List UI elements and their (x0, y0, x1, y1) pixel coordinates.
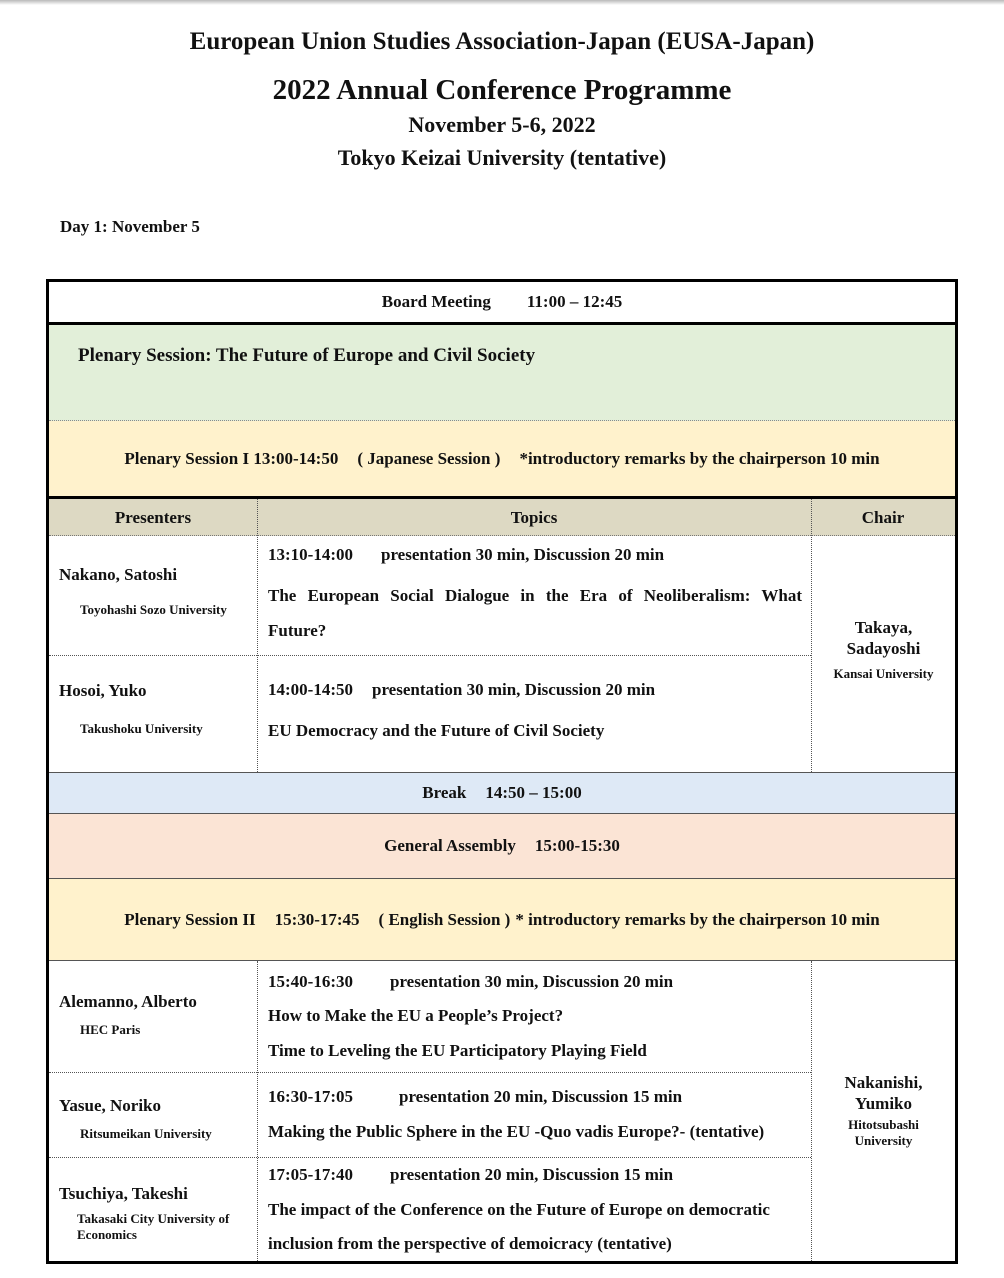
session-time: 13:10-14:00 (268, 545, 353, 564)
session-2-time: 15:30-17:45 (274, 909, 360, 929)
break-label: Break (422, 783, 467, 802)
board-meeting-row (49, 282, 955, 325)
session-1-chair (812, 617, 955, 682)
presenter-institution: Takushoku University (80, 721, 203, 736)
topic-title: Making the Public Sphere in the EU -Quo vadis Europe?- (tentative) (268, 1122, 765, 1141)
session-format: presentation 30 min, Discussion 20 min (380, 545, 665, 564)
session-time-format (268, 680, 655, 700)
board-meeting-time: 11:00 – 12:45 (526, 292, 623, 311)
general-assembly-label: General Assembly (384, 836, 516, 855)
board-meeting-label: Board Meeting (381, 292, 491, 311)
topic-title: inclusion from the perspective of demoicracy (tentative) (268, 1234, 672, 1253)
programme-table (46, 279, 958, 1264)
chair-name: Sadayoshi (846, 639, 921, 658)
topic-title: How to Make the EU a People’s Project? (268, 1006, 564, 1025)
chair-name: Takaya, (854, 618, 913, 637)
organization-title: European Union Studies Association-Japan (EUSA-Japan) (189, 28, 815, 55)
topic-title: The European Social Dialogue in the Era of Neoliberalism: What (268, 586, 802, 605)
conference-venue: Tokyo Keizai University (tentative) (337, 145, 667, 170)
presenter-institution: Ritsumeikan University (80, 1126, 212, 1141)
presenter-name: Nakano, Satoshi (59, 565, 178, 584)
plenary-theme-row (49, 325, 955, 421)
session-1-note: *introductory remarks by the chairperson 10 min (519, 448, 880, 468)
session-time: 16:30-17:05 (268, 1087, 353, 1106)
session-1-label: Plenary Session I 13:00-14:50 (124, 448, 339, 468)
row-divider (49, 655, 811, 656)
session-format: presentation 20 min, Discussion 15 min (389, 1165, 674, 1184)
session-time: 14:00-14:50 (268, 680, 353, 699)
presenter-name: Alemanno, Alberto (59, 992, 197, 1011)
column-divider (257, 961, 258, 1261)
session-2-note: * introductory remarks by the chairperson 10 min (515, 909, 880, 929)
break-time: 14:50 – 15:00 (485, 783, 582, 802)
session-format: presentation 30 min, Discussion 20 min (389, 972, 674, 991)
presenter-institution: Toyohashi Sozo University (80, 602, 227, 617)
session-time-format (268, 545, 664, 565)
presenter-institution: Economics (77, 1227, 137, 1242)
session-time-format (268, 972, 673, 992)
presenter-institution: Takasaki City University of (77, 1211, 230, 1226)
session-format: presentation 30 min, Discussion 20 min (371, 680, 656, 699)
row-divider (49, 1072, 811, 1073)
general-assembly-row (49, 814, 955, 879)
session-2-label: Plenary Session II (124, 909, 256, 929)
presenter-name: Tsuchiya, Takeshi (59, 1184, 188, 1203)
topic-title: Time to Leveling the EU Participatory Playing Field (268, 1041, 647, 1060)
chair-name: Yumiko (854, 1094, 912, 1113)
chair-name: Nakanishi, (844, 1073, 923, 1092)
break-row (49, 772, 955, 814)
presenter-name: Hosoi, Yuko (59, 681, 147, 700)
topic-title: EU Democracy and the Future of Civil Society (268, 721, 605, 740)
day-label: Day 1: November 5 (60, 217, 200, 236)
session-1-header-row (49, 421, 955, 499)
session-time-format (268, 1087, 682, 1107)
chair-institution: Hitotsubashi (848, 1117, 919, 1132)
session-2-header-row (49, 879, 955, 961)
chair-institution: University (854, 1133, 913, 1148)
session-2-language: ( English Session ) (378, 909, 511, 929)
presenter-name: Yasue, Noriko (59, 1096, 162, 1115)
topic-title: The impact of the Conference on the Future of Europe on democratic (268, 1200, 770, 1219)
topics-column-header: Topics (510, 507, 558, 527)
general-assembly-time: 15:00-15:30 (534, 836, 620, 855)
presenters-column-header: Presenters (114, 507, 192, 527)
row-divider (49, 1157, 811, 1158)
topic-title: Future? (268, 621, 327, 640)
session-2-chair (812, 1072, 955, 1149)
session-time: 15:40-16:30 (268, 972, 353, 991)
session-format: presentation 20 min, Discussion 15 min (398, 1087, 683, 1106)
plenary-theme-title: Plenary Session: The Future of Europe and Civil Society (78, 345, 536, 366)
window-top-shadow (0, 0, 1004, 5)
chair-column-header: Chair (861, 507, 905, 527)
session-time-format (268, 1165, 673, 1185)
session-time: 17:05-17:40 (268, 1165, 353, 1184)
conference-dates: November 5-6, 2022 (408, 112, 596, 137)
column-divider (257, 499, 258, 772)
column-header-row (49, 499, 955, 536)
programme-title: 2022 Annual Conference Programme (272, 74, 732, 106)
chair-institution: Kansai University (833, 666, 934, 681)
presenter-institution: HEC Paris (80, 1022, 141, 1037)
session-1-language: ( Japanese Session ) (357, 448, 501, 468)
